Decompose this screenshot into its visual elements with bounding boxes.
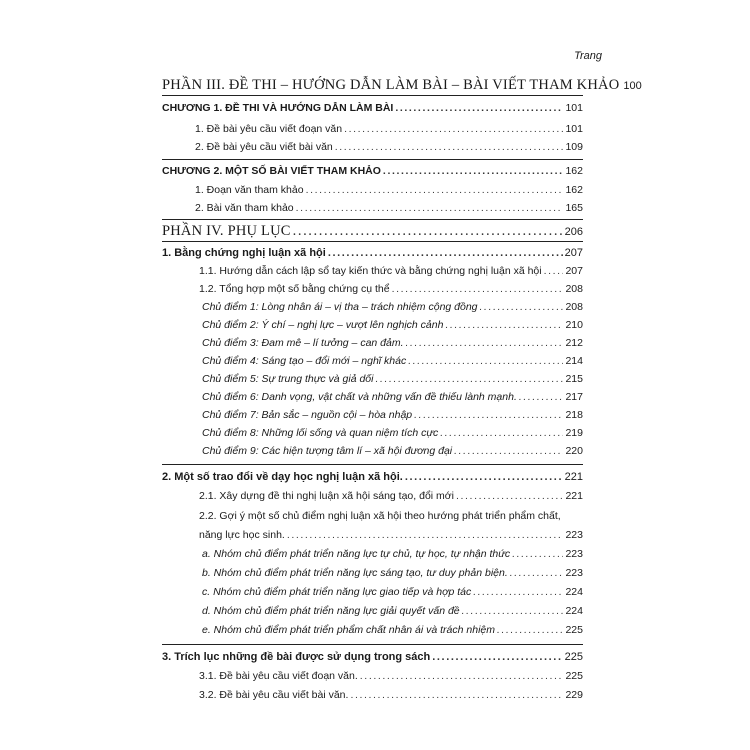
leader-dots	[406, 336, 564, 350]
entry-label: c. Nhóm chủ điểm phát triển năng lực giao tiếp và hợp tác	[202, 586, 472, 598]
entry-page: 208	[565, 301, 583, 313]
leader-dots	[454, 444, 563, 458]
part-3-entry[interactable]	[162, 76, 642, 95]
chapter-1-page: 101	[565, 102, 583, 114]
entry-page: 219	[565, 427, 583, 439]
section-2-entry[interactable]	[162, 470, 583, 484]
entry-label: Chủ điểm 2: Ý chí – nghị lực – vượt lên nghịch cảnh	[202, 319, 444, 331]
entry-label: 1.2. Tổng hợp một số bằng chứng cụ thể	[199, 283, 390, 295]
entry-label: Chủ điểm 7: Bản sắc – nguồn cội – hòa nhập	[202, 409, 413, 421]
entry-page: 229	[565, 689, 583, 701]
leader-dots	[512, 547, 563, 561]
toc-entry[interactable]	[162, 201, 583, 215]
toc-entry[interactable]	[162, 300, 583, 314]
section-3-page: 225	[564, 651, 583, 663]
part-4-entry[interactable]	[162, 222, 583, 241]
chapter-2-entry[interactable]	[162, 164, 583, 178]
part-3-title: PHẦN III. ĐỀ THI – HƯỚNG DẪN LÀM BÀI – BÀI VIẾT THAM KHẢO	[162, 77, 620, 93]
toc-entry[interactable]	[162, 489, 583, 503]
part-4-page: 206	[564, 226, 583, 238]
entry-label: 2.1. Xây dựng đề thi nghị luận xã hội sáng tạo, đổi mới	[199, 490, 454, 502]
entry-label: Chủ điểm 3: Đam mê – lí tưởng – can đảm.	[202, 337, 404, 349]
toc-entry[interactable]	[162, 336, 583, 350]
leader-dots	[414, 408, 563, 422]
toc-entry[interactable]	[162, 122, 583, 136]
leader-dots	[392, 282, 564, 296]
toc-entry-continuation[interactable]	[162, 528, 583, 542]
leader-dots	[432, 650, 562, 664]
chapter-2-page: 162	[565, 165, 583, 177]
divider	[162, 159, 583, 160]
entry-page: 165	[565, 202, 583, 214]
entry-page: 223	[565, 567, 583, 579]
toc-entry[interactable]	[162, 585, 583, 599]
entry-label: e. Nhóm chủ điểm phát triển phẩm chất nhân ái và trách nhiệm	[202, 624, 495, 636]
leader-dots	[473, 585, 563, 599]
entry-label: b. Nhóm chủ điểm phát triển năng lực sáng tạo, tư duy phản biện.	[202, 567, 508, 579]
part-4-title: PHẦN IV. PHỤ LỤC	[162, 223, 291, 239]
toc-entry[interactable]	[162, 688, 583, 702]
chapter-1-title: CHƯƠNG 1. ĐỀ THI VÀ HƯỚNG DẪN LÀM BÀI	[162, 102, 394, 114]
toc-entry[interactable]	[162, 282, 583, 296]
entry-label: d. Nhóm chủ điểm phát triển năng lực giải quyết vấn đề	[202, 605, 460, 617]
section-1-title: 1. Bằng chứng nghị luận xã hội	[162, 247, 326, 259]
entry-label-line-2: năng lực học sinh.	[199, 529, 285, 541]
leader-dots	[350, 688, 563, 702]
entry-label: 1. Đề bài yêu cầu viết đoạn văn	[195, 123, 343, 135]
leader-dots	[544, 264, 564, 278]
divider	[162, 644, 583, 645]
leader-dots	[445, 318, 563, 332]
toc-entry[interactable]	[162, 140, 583, 154]
section-2-page: 221	[564, 471, 583, 483]
entry-page: 208	[565, 283, 583, 295]
entry-page: 218	[565, 409, 583, 421]
leader-dots	[296, 201, 564, 215]
divider	[162, 464, 583, 465]
leader-dots	[344, 122, 563, 136]
chapter-2-title: CHƯƠNG 2. MỘT SỐ BÀI VIẾT THAM KHẢO	[162, 165, 381, 177]
leader-dots	[293, 222, 563, 240]
toc-entry[interactable]	[162, 547, 583, 561]
leader-dots	[440, 426, 563, 440]
entry-label: 1. Đoạn văn tham khảo	[195, 184, 304, 196]
leader-dots	[480, 300, 564, 314]
entry-label: Chủ điểm 9: Các hiện tượng tâm lí – xã hội đương đại	[202, 445, 453, 457]
toc-entry[interactable]	[162, 623, 583, 637]
divider	[162, 219, 583, 220]
leader-dots	[519, 390, 564, 404]
section-3-title: 3. Trích lục những đề bài được sử dụng trong sách	[162, 651, 431, 663]
entry-label-line-1: 2.2. Gợi ý một số chủ điểm nghị luận xã hội theo hướng phát triển phẩm chất,	[199, 510, 561, 522]
leader-dots	[462, 604, 564, 618]
entry-page: 214	[565, 355, 583, 367]
section-1-entry[interactable]	[162, 246, 583, 260]
entry-label: 1.1. Hướng dẫn cách lập sổ tay kiến thức và bằng chứng nghị luận xã hội	[199, 265, 542, 277]
entry-label: a. Nhóm chủ điểm phát triển năng lực tự chủ, tự học, tự nhận thức	[202, 548, 511, 560]
leader-dots	[328, 246, 563, 260]
toc-entry-multiline[interactable]	[162, 509, 583, 523]
entry-page: 109	[565, 141, 583, 153]
leader-dots	[383, 164, 564, 178]
entry-page: 217	[565, 391, 583, 403]
toc-entry[interactable]	[162, 669, 583, 683]
entry-page: 162	[565, 184, 583, 196]
toc-entry[interactable]	[162, 566, 583, 580]
entry-page: 207	[565, 265, 583, 277]
entry-label: 2. Bài văn tham khảo	[195, 202, 294, 214]
leader-dots	[287, 528, 564, 542]
entry-page: 221	[565, 490, 583, 502]
section-1-page: 207	[564, 247, 583, 259]
entry-page: 210	[565, 319, 583, 331]
entry-label: Chủ điểm 5: Sự trung thực và giả dối	[202, 373, 374, 385]
entry-page: 212	[565, 337, 583, 349]
toc-entry[interactable]	[162, 444, 583, 458]
toc-entry[interactable]	[162, 604, 583, 618]
part-3-page: 100	[623, 80, 642, 92]
toc-entry[interactable]	[162, 183, 583, 197]
toc-entry[interactable]	[162, 264, 583, 278]
leader-dots	[375, 372, 563, 386]
entry-page: 225	[565, 670, 583, 682]
page-column-label: Trang	[574, 50, 602, 62]
toc-entry[interactable]	[162, 372, 583, 386]
toc-entry[interactable]	[162, 354, 583, 368]
entry-label: Chủ điểm 4: Sáng tạo – đổi mới – nghĩ khác	[202, 355, 407, 367]
entry-page: 224	[565, 605, 583, 617]
leader-dots	[408, 354, 563, 368]
toc-entry[interactable]	[162, 408, 583, 422]
leader-dots	[360, 669, 564, 683]
entry-page: 223	[565, 548, 583, 560]
divider	[162, 95, 583, 96]
chapter-1-entry[interactable]	[162, 101, 583, 115]
section-3-entry[interactable]	[162, 650, 583, 664]
leader-dots	[335, 140, 564, 154]
leader-dots	[510, 566, 564, 580]
entry-label: Chủ điểm 8: Những lối sống và quan niệm tích cực	[202, 427, 439, 439]
toc-entry[interactable]	[162, 426, 583, 440]
entry-page: 220	[565, 445, 583, 457]
entry-page: 225	[565, 624, 583, 636]
entry-page: 101	[565, 123, 583, 135]
toc-entry[interactable]	[162, 390, 583, 404]
entry-label: Chủ điểm 6: Danh vọng, vật chất và những vấn đề thiếu lành mạnh.	[202, 391, 517, 403]
entry-page: 215	[565, 373, 583, 385]
leader-dots	[405, 470, 563, 484]
entry-label: Chủ điểm 1: Lòng nhân ái – vị tha – trách nhiệm cộng đồng	[202, 301, 478, 313]
leader-dots	[395, 101, 563, 115]
leader-dots	[497, 623, 563, 637]
entry-label: 3.2. Đề bài yêu cầu viết bài văn.	[199, 689, 349, 701]
toc-entry[interactable]	[162, 318, 583, 332]
entry-label: 2. Đề bài yêu cầu viết bài văn	[195, 141, 333, 153]
entry-label: 3.1. Đề bài yêu cầu viết đoạn văn.	[199, 670, 358, 682]
entry-page: 224	[565, 586, 583, 598]
leader-dots	[306, 183, 564, 197]
entry-page: 223	[565, 529, 583, 541]
leader-dots	[456, 489, 563, 503]
section-2-title: 2. Một số trao đổi về dạy học nghị luận xã hội.	[162, 471, 403, 483]
divider	[162, 241, 583, 242]
